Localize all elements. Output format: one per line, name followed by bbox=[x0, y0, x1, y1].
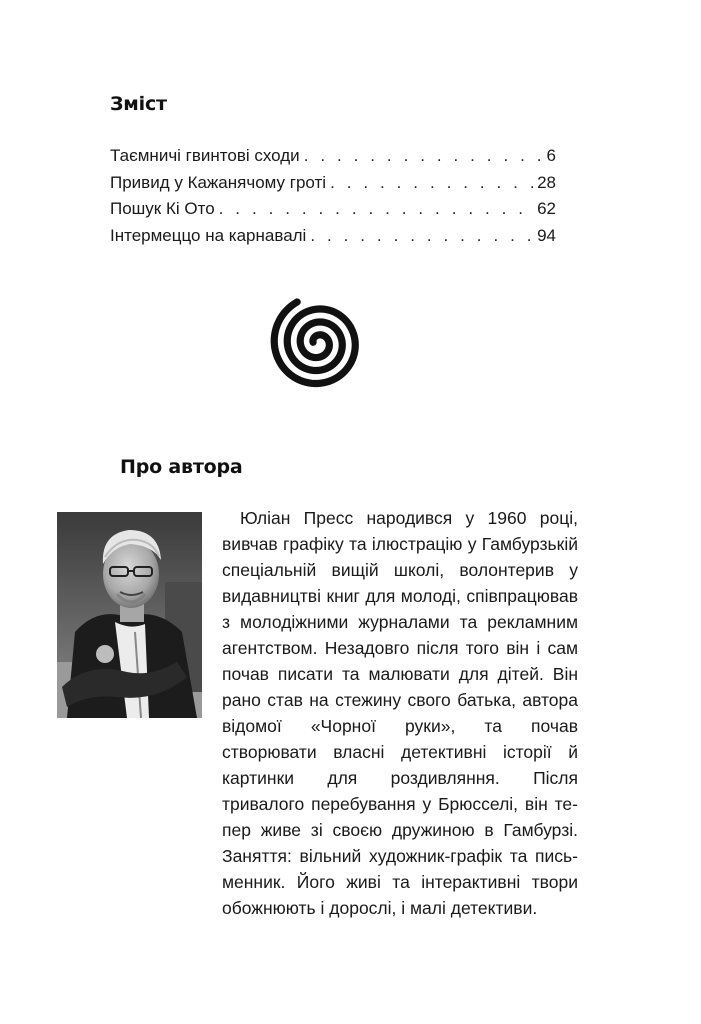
toc-entry-page: 62 bbox=[537, 199, 556, 218]
toc-entry-page: 28 bbox=[537, 172, 556, 192]
toc-entry-title: Інтермеццо на карнавалі bbox=[110, 225, 307, 245]
toc-leader-dots bbox=[304, 146, 543, 166]
table-of-contents bbox=[110, 146, 556, 252]
toc-entry[interactable] bbox=[110, 199, 556, 226]
toc-entry[interactable] bbox=[110, 146, 556, 173]
toc-entry-page: 6 bbox=[546, 146, 556, 165]
author-biography: Юліан Пресс народився у 1960 році, вивчав графіку та ілюстрацію у Гамбурзькій спеціальній вищій школі, волонтерив у видавництві книг для молоді, співпрацював з молодіжними журналами та рекламним агентством. Незадовго після того він і сам почав писати та малювати для дітей. Він рано став на стежину свого батька, автора відомої «Чорної руки», та почав створювати власні детективні історії й картинки для роздивляння. Після тривалого перебування у Брюсселі, він тепер живе зі своєю дружиною в Гамбурзі. Заняття: вільний художник-графік та письменник. Його живі та інтерактивні твори обожнюють і дорослі, і малі детективи. bbox=[222, 508, 578, 918]
toc-entry-page: 94 bbox=[537, 225, 556, 245]
toc-entry[interactable] bbox=[110, 226, 556, 253]
spiral-icon bbox=[266, 290, 370, 392]
toc-leader-dots bbox=[219, 199, 533, 219]
toc-entry[interactable] bbox=[110, 173, 556, 200]
contents-title: Зміст bbox=[110, 93, 167, 115]
toc-entry-title: Пошук Кі Ото bbox=[110, 199, 215, 218]
author-photo bbox=[57, 512, 202, 718]
toc-leader-dots bbox=[310, 226, 533, 246]
toc-leader-dots bbox=[330, 173, 533, 193]
toc-entry-title: Привид у Кажанячому гроті bbox=[110, 172, 327, 192]
toc-entry-title: Таємничі гвинтові сходи bbox=[110, 146, 300, 165]
about-author-title: Про автора bbox=[120, 456, 243, 478]
